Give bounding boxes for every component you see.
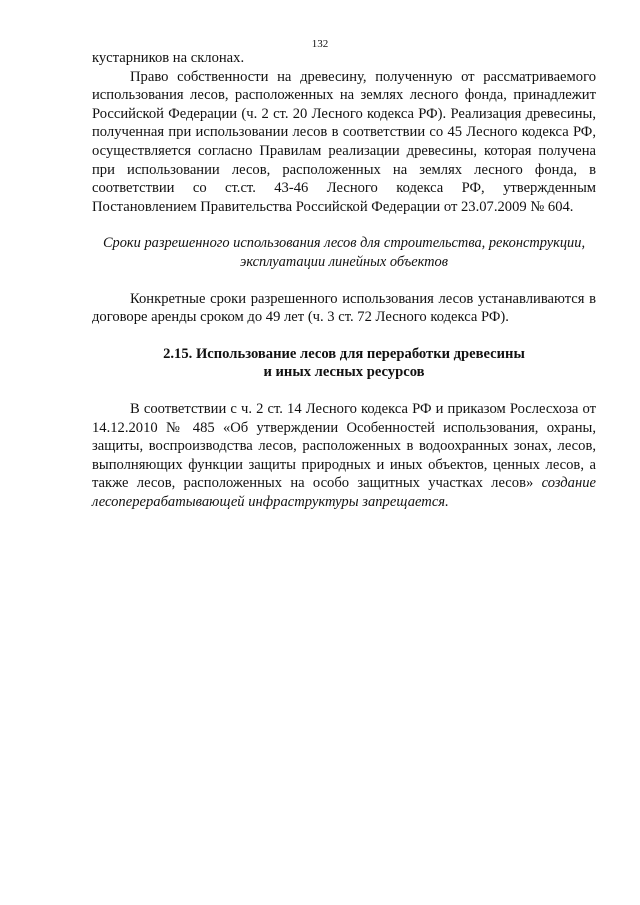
section-subheading: Сроки разрешенного использования лесов для строительства, реконструкции, эксплуатации линейных объектов: [102, 235, 586, 270]
document-body: [92, 49, 596, 511]
paragraph-ownership: Право собственности на древесину, полученную от рассматриваемого использования лесов, расположенных на землях лесного фонда, принадлежит Российской Федерации (ч. 2 ст. 20 Лесного кодекса РФ). Реализация древесины, полученная при использовании лесов в соответствии со 45 Лесного кодекса РФ, осуществляется согласно Правилам реализации древесины, которая получена при использовании лесов, расположенных на землях лесного фонда, в соответствии со ст.ст. 43-46 Лесного кодекса РФ, утвержденным Постановлением Правительства Российской Федерации от 23.07.2009 № 604.: [92, 68, 596, 215]
section-heading: [92, 345, 596, 382]
paragraph-processing-emphasis: создание лесоперерабатывающей инфраструктуры запрещается.: [92, 475, 596, 510]
paragraph-processing: [92, 400, 596, 512]
paragraph-terms: Конкретные сроки разрешенного использования лесов устанавливаются в договоре аренды сроком до 49 лет (ч. 3 ст. 72 Лесного кодекса РФ).: [92, 290, 596, 326]
section-heading-line-2: и иных лесных ресурсов: [263, 364, 425, 381]
page-number: 132: [311, 38, 329, 50]
section-heading-line-1: 2.15. Использование лесов для переработки древесины: [163, 345, 525, 362]
paragraph-processing-text: В соответствии с ч. 2 ст. 14 Лесного кодекса РФ и приказом Рослесхоза от 14.12.2010 № 485 «Об утверждении Особенностей использования, охраны, защиты, воспроизводства лесов, расположенных в водоохранных зонах, лесов, выполняющих функции защиты природных и иных объектов, ценных лесов, а также лесов, расположенных на особо защитных участках лесов»: [92, 400, 596, 492]
paragraph-continuation: кустарников на склонах.: [92, 50, 245, 66]
